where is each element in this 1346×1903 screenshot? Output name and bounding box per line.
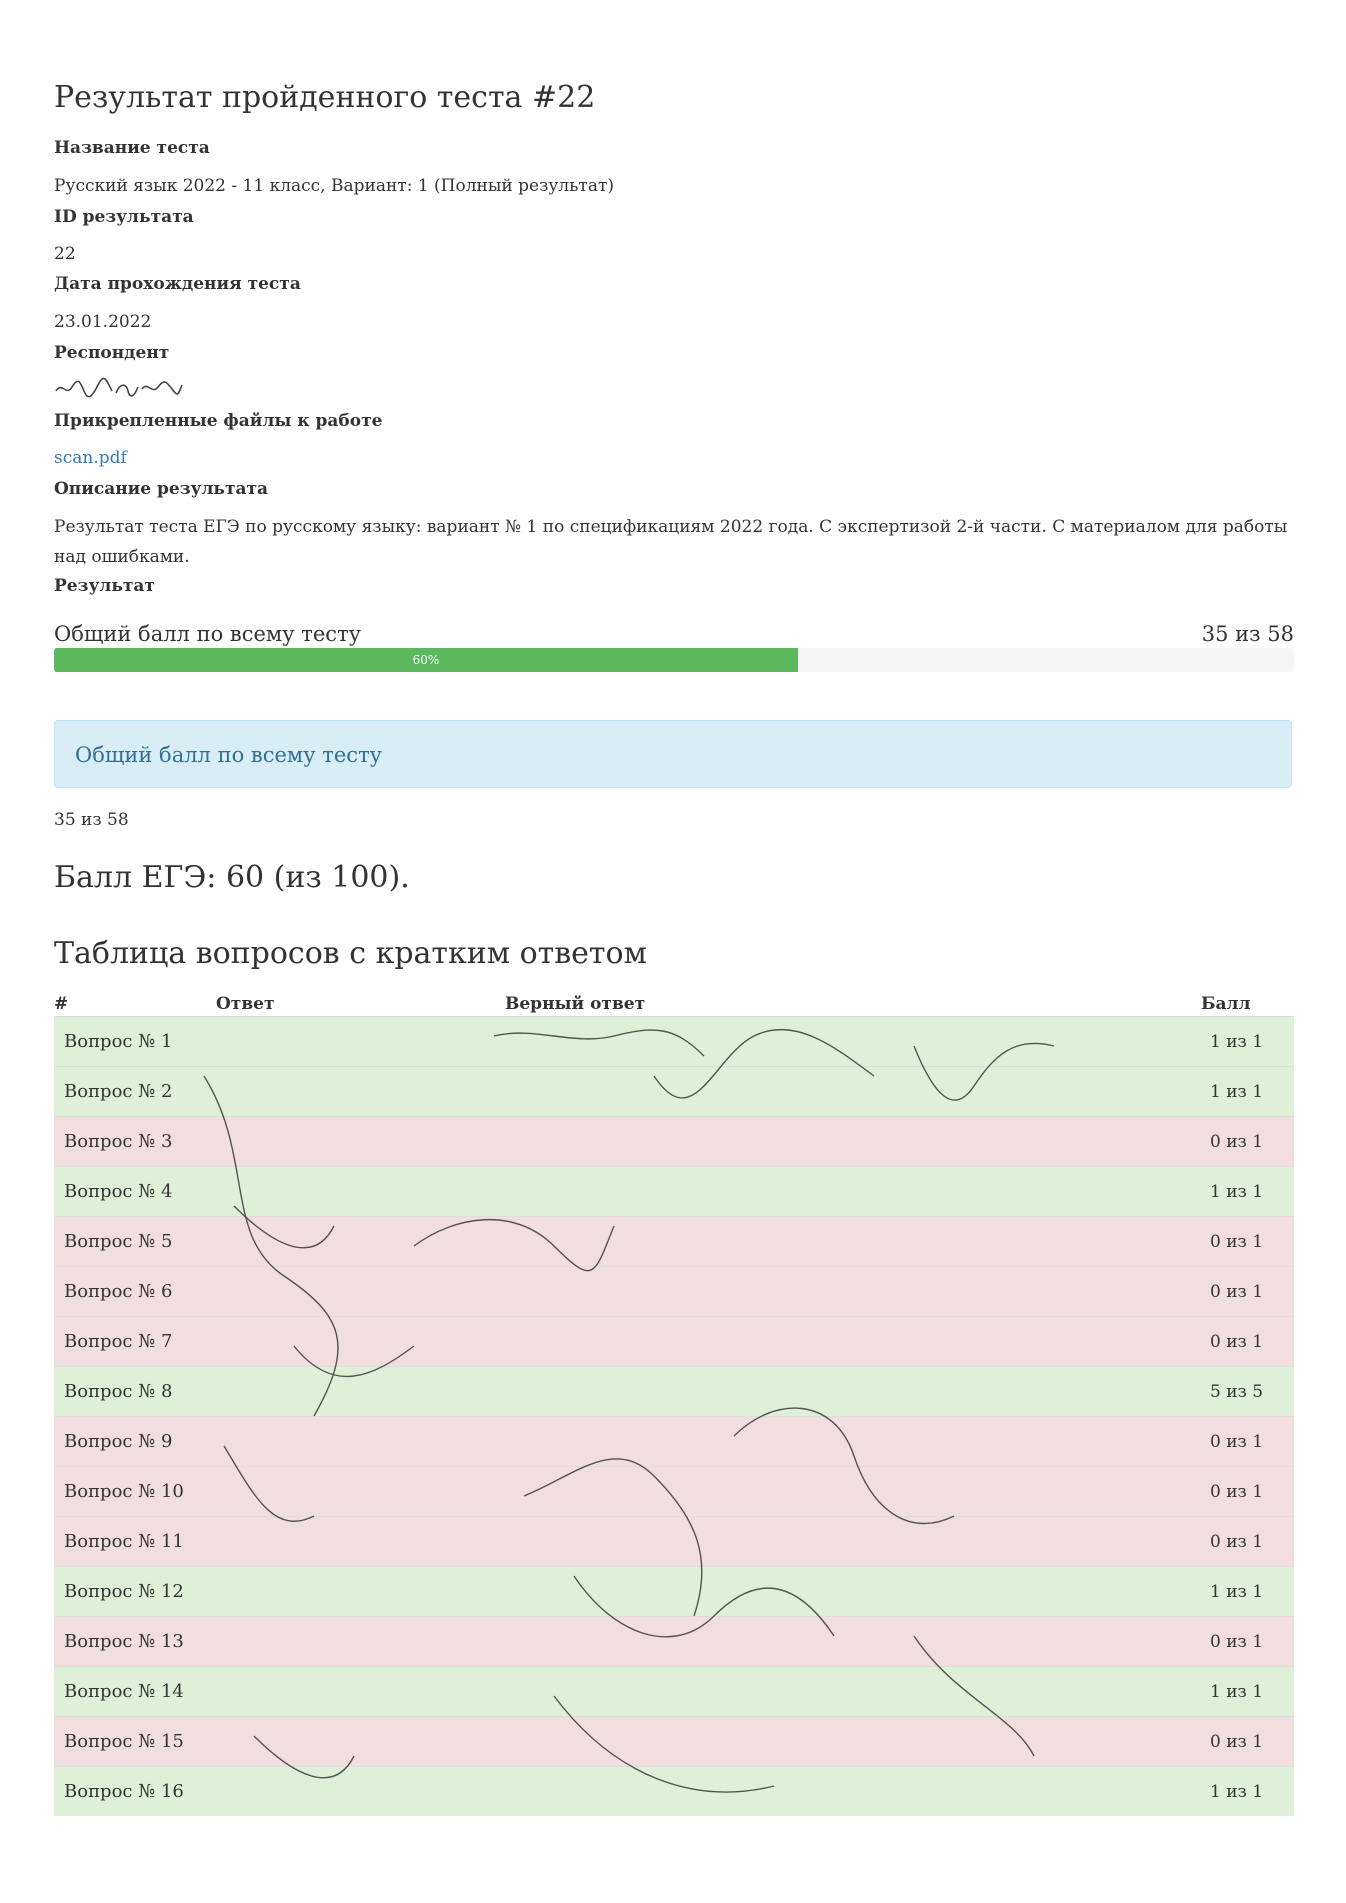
question-score: 0 из 1	[1210, 1482, 1264, 1502]
question-number: Вопрос № 7	[64, 1331, 173, 1352]
table-row	[54, 1516, 1294, 1566]
table-row	[54, 1716, 1294, 1766]
table-row	[54, 1266, 1294, 1316]
files-label: Прикрепленные файлы к работе	[54, 411, 383, 431]
total-score-alert	[54, 720, 1292, 788]
table-row	[54, 1366, 1294, 1416]
page-title: Результат пройденного теста #22	[54, 80, 596, 115]
question-score: 1 из 1	[1210, 1182, 1264, 1202]
question-number: Вопрос № 9	[64, 1431, 173, 1452]
total-score-value: 35 из 58	[54, 810, 129, 830]
question-score: 1 из 1	[1210, 1582, 1264, 1602]
question-score: 0 из 1	[1210, 1282, 1264, 1302]
file-link[interactable]: scan.pdf	[54, 448, 127, 468]
description-value: Результат теста ЕГЭ по русскому языку: вариант № 1 по спецификациям 2022 года. С экспертизой 2-й части. С материалом для работы над ошибками.	[54, 517, 1288, 567]
question-number: Вопрос № 14	[64, 1681, 184, 1702]
question-number: Вопрос № 1	[64, 1031, 173, 1052]
table-row	[54, 1666, 1294, 1716]
table-row	[54, 1116, 1294, 1166]
file-link-wrap	[54, 446, 127, 470]
column-header-correct-answer: Верный ответ	[505, 994, 646, 1014]
test-name-value: Русский язык 2022 - 11 класс, Вариант: 1 (Полный результат)	[54, 176, 614, 196]
respondent-label: Респондент	[54, 343, 170, 363]
ege-score: Балл ЕГЭ: 60 (из 100).	[54, 860, 410, 895]
test-name-label: Название теста	[54, 138, 210, 158]
table-row	[54, 1066, 1294, 1116]
question-score: 1 из 1	[1210, 1032, 1264, 1052]
table-row	[54, 1616, 1294, 1666]
question-number: Вопрос № 16	[64, 1781, 184, 1802]
table-row	[54, 1166, 1294, 1216]
date-value: 23.01.2022	[54, 312, 152, 332]
date-label: Дата прохождения теста	[54, 274, 301, 294]
table-row	[54, 1016, 1294, 1066]
question-score: 0 из 1	[1210, 1532, 1264, 1552]
questions-table	[54, 1016, 1294, 1826]
alert-text: Общий балл по всему тесту	[75, 743, 383, 767]
column-header-answer: Ответ	[216, 994, 275, 1014]
question-score: 0 из 1	[1210, 1732, 1264, 1752]
question-number: Вопрос № 5	[64, 1231, 173, 1252]
column-header-score: Балл	[1201, 994, 1251, 1014]
question-number: Вопрос № 11	[64, 1531, 184, 1552]
progress-bar	[54, 648, 1294, 672]
result-id-value: 22	[54, 244, 76, 264]
table-row	[54, 1216, 1294, 1266]
question-number: Вопрос № 2	[64, 1081, 173, 1102]
question-number: Вопрос № 4	[64, 1181, 173, 1202]
question-score: 0 из 1	[1210, 1132, 1264, 1152]
question-score: 0 из 1	[1210, 1632, 1264, 1652]
question-score: 1 из 1	[1210, 1082, 1264, 1102]
progress-label: Общий балл по всему тесту	[54, 622, 362, 646]
progress-score: 35 из 58	[1201, 622, 1294, 646]
result-label: Результат	[54, 576, 155, 596]
question-score: 5 из 5	[1210, 1382, 1264, 1402]
question-number: Вопрос № 10	[64, 1481, 184, 1502]
progress-header	[54, 620, 1294, 648]
table-row	[54, 1766, 1294, 1816]
question-number: Вопрос № 6	[64, 1281, 173, 1302]
question-number: Вопрос № 13	[64, 1631, 184, 1652]
table-row	[54, 1316, 1294, 1366]
question-score: 1 из 1	[1210, 1782, 1264, 1802]
table-row	[54, 1566, 1294, 1616]
question-number: Вопрос № 12	[64, 1581, 184, 1602]
column-header-number: #	[54, 994, 69, 1014]
table-row	[54, 1466, 1294, 1516]
question-score: 0 из 1	[1210, 1432, 1264, 1452]
table-row	[54, 1416, 1294, 1466]
question-score: 0 из 1	[1210, 1232, 1264, 1252]
question-number: Вопрос № 8	[64, 1381, 173, 1402]
result-id-label: ID результата	[54, 207, 194, 227]
description-label: Описание результата	[54, 479, 269, 499]
progress-fill: 60%	[54, 648, 798, 672]
respondent-signature	[54, 375, 184, 403]
table-title: Таблица вопросов с кратким ответом	[54, 936, 647, 971]
question-score: 1 из 1	[1210, 1682, 1264, 1702]
question-score: 0 из 1	[1210, 1332, 1264, 1352]
question-number: Вопрос № 15	[64, 1731, 184, 1752]
question-number: Вопрос № 3	[64, 1131, 173, 1152]
